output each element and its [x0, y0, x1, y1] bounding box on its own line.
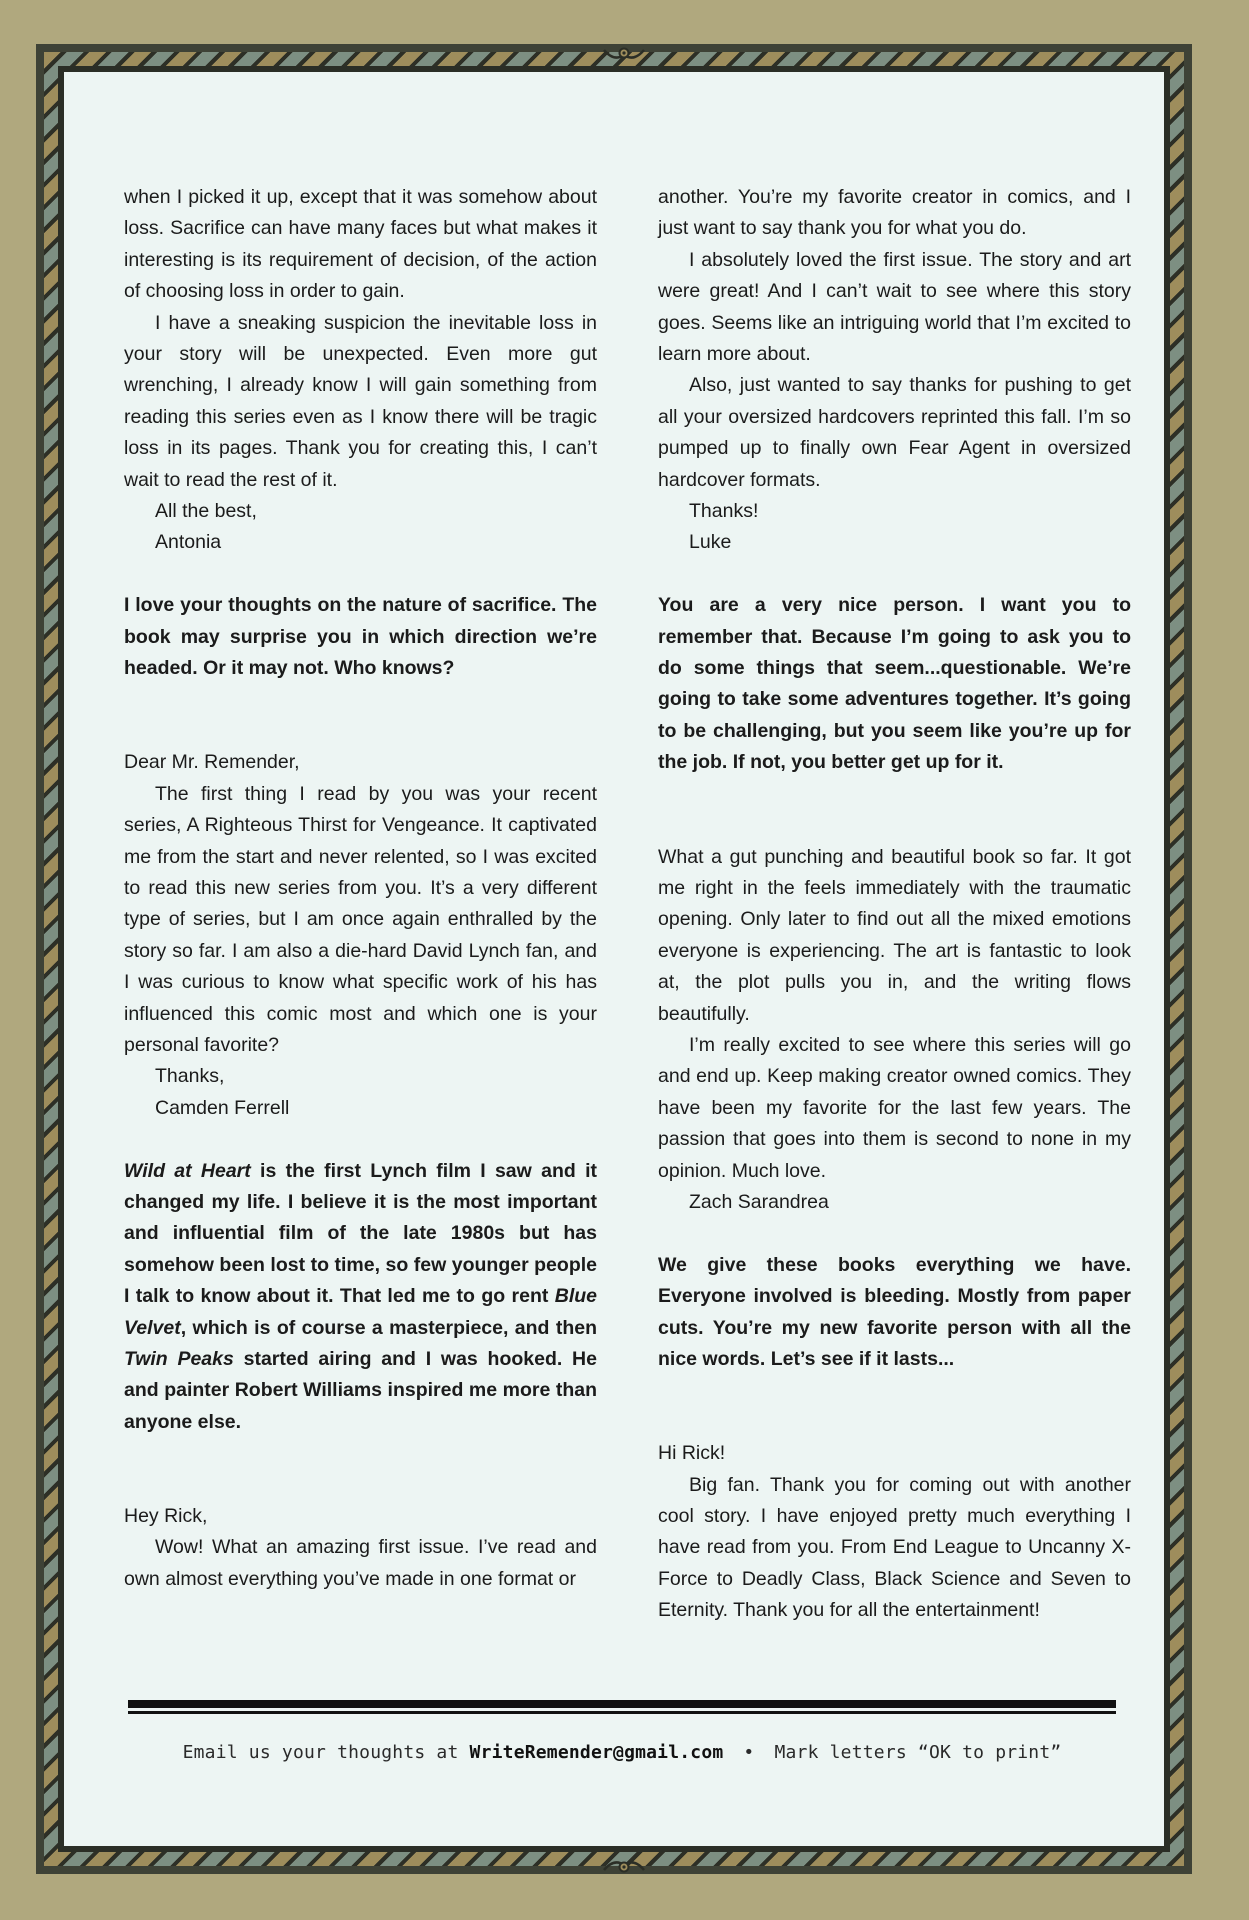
letter-salutation: Dear Mr. Remender,	[124, 751, 300, 774]
reply-text: started airing and I was hooked. He and painter Robert Williams inspired me more than anyone else.	[124, 1347, 597, 1433]
letter-salutation: Hi Rick!	[658, 1442, 726, 1465]
left-column	[124, 182, 597, 1595]
right-column	[658, 182, 1131, 1627]
letter-signature: Antonia	[155, 531, 222, 554]
editor-reply: We give these books everything we have. Everyone involved is bleeding. Mostly from paper cuts. You’re my new favorite person with all the nice words. Let’s see if it lasts...	[658, 1253, 1131, 1370]
footer-prefix: Email us your thoughts at	[182, 1742, 470, 1763]
editor-reply	[124, 1156, 597, 1439]
letter-paragraph: another. You’re my favorite creator in comics, and I just want to say thank you for what you do.	[658, 186, 1131, 240]
letter-paragraph: The first thing I read by you was your recent series, A Righteous Thirst for Vengeance. It captivated me from the start and never relented, so I was excited to read this new series from you. It’s a very different type of series, but I am once again enthralled by the story so far. I am also a die-hard David Lynch fan, and I was curious to know what specific work of his has influenced this comic most and which one is your personal favorite?	[124, 782, 597, 1056]
letter-paragraph: I have a sneaking suspicion the inevitable loss in your story will be unexpected. Even more gut wrenching, I already know I will gain something from reading this series even as I know there will be tragic loss in its pages. Thank you for creating this, I can’t wait to read the rest of it.	[124, 311, 597, 491]
letter-signature: Luke	[689, 531, 732, 554]
ornament-bottom-icon	[602, 1856, 646, 1874]
editor-reply: You are a very nice person. I want you to remember that. Because I’m going to ask you to do some things that seem...questionable. We’re going to take some adventures together. It’s going to be challenging, but you seem like you’re up for the job. If not, you better get up for it.	[658, 594, 1131, 774]
reply-text: , which is of course a masterpiece, and then	[180, 1316, 597, 1339]
letter-paragraph: Big fan. Thank you for coming out with another cool story. I have enjoyed pretty much everything I have read from you. From End League to Uncanny X-Force to Deadly Class, Black Science and Seven to Eternity. Thank you for all the entertainment!	[658, 1473, 1131, 1622]
letter-salutation: Hey Rick,	[124, 1505, 208, 1527]
letter-paragraph: Also, just wanted to say thanks for pushing to get all your oversized hardcovers reprinted this fall. I’m so pumped up to finally own Fear Agent in oversized hardcover formats.	[658, 374, 1131, 491]
editor-reply: I love your thoughts on the nature of sacrifice. The book may surprise you in which direction we’re headed. Or it may not. Who knows?	[124, 594, 597, 680]
footer-divider-thick	[128, 1700, 1116, 1708]
film-title: Blue Velvet	[124, 1285, 597, 1339]
footer-divider-thin	[128, 1711, 1116, 1714]
film-title: Wild at Heart	[124, 1159, 251, 1182]
ornament-top-icon	[602, 46, 646, 64]
footer-note: Mark letters “OK to print”	[774, 1742, 1062, 1763]
letter-signoff: Thanks,	[155, 1065, 225, 1088]
letter-paragraph: when I picked it up, except that it was somehow about loss. Sacrifice can have many faces but what makes it interesting is its requirement of decision, of the action of choosing loss in order to gain.	[124, 186, 597, 303]
letter-signature: Zach Sarandrea	[689, 1190, 829, 1213]
letter-signoff: Thanks!	[689, 500, 759, 523]
letter-signoff: All the best,	[155, 500, 257, 523]
letter-paragraph: I’m really excited to see where this series will go and end up. Keep making creator owned comics. They have been my favorite for the last few years. The passion that goes into them is second to none in my opinion. Much love.	[658, 1033, 1131, 1182]
letter-paragraph: What a gut punching and beautiful book so far. It got me right in the feels immediately with the traumatic opening. Only later to find out all the mixed emotions everyone is experiencing. The art is fantastic to look at, the plot pulls you in, and the writing flows beautifully.	[658, 845, 1131, 1025]
email-link[interactable]: WriteRemender@gmail.com	[469, 1742, 724, 1763]
letter-signature: Camden Ferrell	[155, 1096, 290, 1119]
footer-separator: •	[743, 1742, 755, 1763]
footer	[128, 1742, 1116, 1763]
reply-text: is the first Lynch film I saw and it changed my life. I believe it is the most important and influential film of the late 1980s but has somehow been lost to time, so few younger people I talk to know about it. That led me to go rent	[124, 1159, 597, 1308]
letter-paragraph: Wow! What an amazing first issue. I’ve read and own almost everything you’ve made in one format or	[124, 1536, 597, 1590]
film-title: Twin Peaks	[124, 1347, 234, 1370]
letter-paragraph: I absolutely loved the first issue. The story and art were great! And I can’t wait to see where this story goes. Seems like an intriguing world that I’m excited to learn more about.	[658, 248, 1131, 366]
